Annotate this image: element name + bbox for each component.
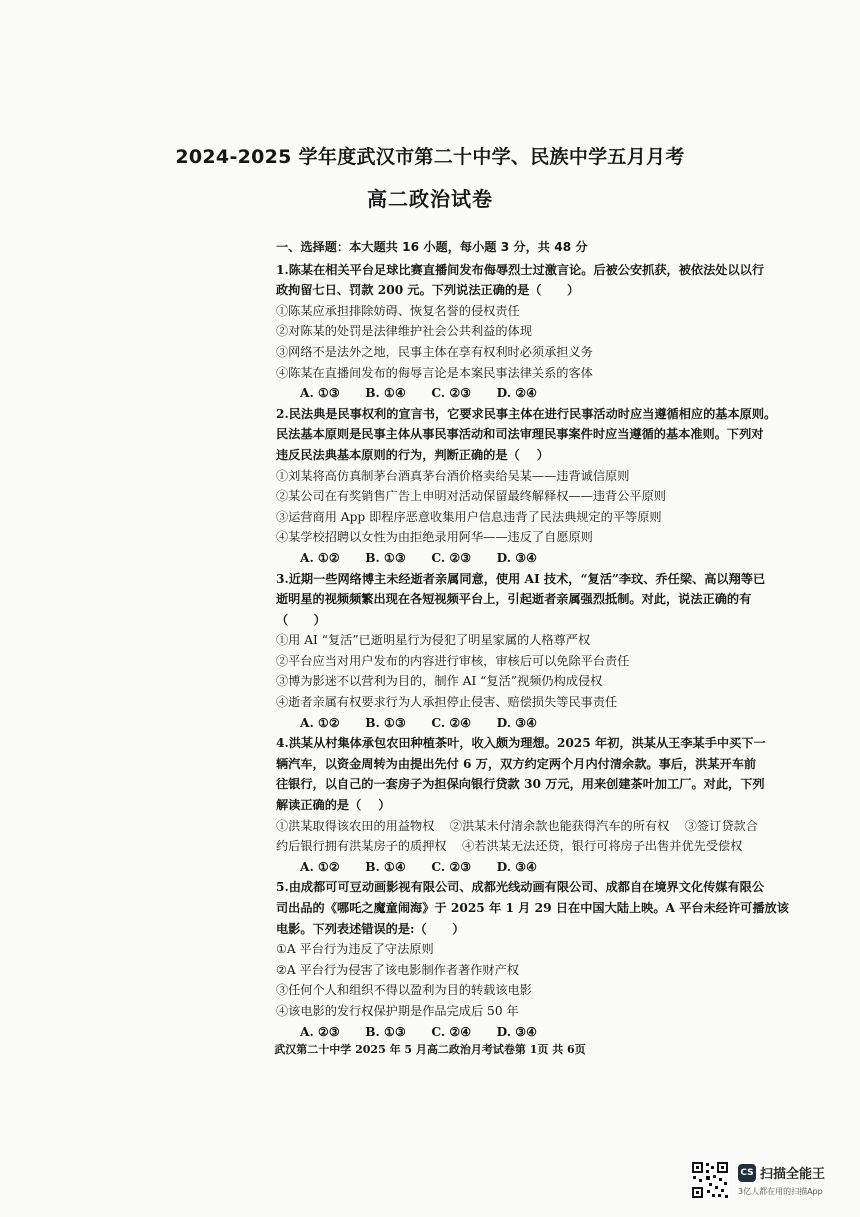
statement: ③网络不是法外之地，民事主体在享有权利时必须承担义务 [276, 344, 593, 359]
statement: ②某公司在有奖销售广告上申明对活动保留最终解释权——违背公平原则 [276, 489, 666, 504]
question-stem-line: 司出品的《哪吒之魔童闹海》于 2025 年 1 月 29 日在中国大陆上映。A 平台未经许可播放该 [276, 901, 789, 915]
question-1 [276, 260, 796, 404]
question-stem-line: 3.近期一些网络博主未经逝者亲属同意，使用 AI 技术，“复活”李玟、乔任梁、高以翔等已 [276, 571, 766, 586]
statement: ①A 平台行为违反了守法原则 [276, 942, 434, 957]
statement: ③运营商用 App 即程序恶意收集用户信息违背了民法典规定的平等原则 [276, 509, 662, 524]
answer-options: A. ②③ B. ①③ C. ②④ D. ③④ [300, 1024, 538, 1039]
statement: ④陈某在直播间发布的侮辱言论是本案民事法律关系的客体 [276, 365, 593, 380]
section-heading: 一、选择题：本大题共 16 小题，每小题 3 分，共 48 分 [276, 240, 588, 254]
page-footer: 武汉第二十中学 2025 年 5 月高二政治月考试卷第 1页 共 6页 [274, 1043, 586, 1056]
camscanner-logo-icon: CS [738, 1164, 756, 1182]
question-stem-line: 辆汽车，以资金周转为由提出先付 6 万，双方约定两个月内付清余款。事后，洪某开车前 [276, 756, 757, 771]
question-stem-line: 民法基本原则是民事主体从事民事活动和司法审理民事案件时应当遵循的基本准则。下列对 [276, 427, 764, 442]
statement: ③博为影迷不以营利为目的，制作 AI “复活”视频仍构成侵权 [276, 674, 603, 689]
question-stem-line: 违反民法典基本原则的行为，判断正确的是（ ） [276, 447, 549, 462]
qr-code-icon [690, 1160, 730, 1200]
statement: ④该电影的发行权保护期是作品完成后 50 年 [276, 1003, 519, 1018]
statement: 约后银行拥有洪某房子的质押权 ④若洪某无法还贷，银行可将房子出售并优先受偿权 [276, 839, 743, 854]
statement: ①用 AI “复活”已逝明星行为侵犯了明星家属的人格尊严权 [276, 633, 591, 648]
question-stem-line: 解读正确的是（ ） [276, 798, 391, 813]
statement: ①陈某应承担排除妨碍、恢复名誉的侵权责任 [276, 303, 520, 318]
question-stem-line: 2.民法典是民事权利的宣言书，它要求民事主体在进行民事活动时应当遵循相应的基本原则。 [276, 406, 777, 421]
question-stem-line: 政拘留七日、罚款 200 元。下列说法正确的是（ ） [276, 283, 580, 298]
statement: ①刘某将高仿真制茅台酒真茅台酒价格卖给吴某——违背诚信原则 [276, 468, 630, 483]
statement: ③任何个人和组织不得以盈利为目的转载该电影 [276, 983, 532, 998]
answer-options: A. ①② B. ①③ C. ②③ D. ③④ [300, 550, 538, 565]
answer-options: A. ①② B. ①④ C. ②③ D. ③④ [300, 859, 538, 874]
statement: ②平台应当对用户发布的内容进行审核，审核后可以免除平台责任 [276, 653, 630, 668]
scanner-app-name: 扫描全能王 [760, 1167, 826, 1182]
question-stem-line: 往银行，以自己的一套房子为担保向银行贷款 30 万元，用来创建茶叶加工厂。对此，下列 [276, 777, 765, 792]
statement: ④逝者亲属有权要求行为人承担停止侵害、赔偿损失等民事责任 [276, 695, 618, 710]
question-3 [276, 569, 796, 734]
question-stem-line: 逝明星的视频频繁出现在各短视频平台上，引起逝者亲属强烈抵制。对此，说法正确的有 [276, 592, 752, 607]
scanner-app-tagline: 3亿人都在用的扫描App [738, 1187, 823, 1196]
statement: ④某学校招聘以女性为由拒绝录用阿华——违反了自愿原则 [276, 530, 593, 545]
question-stem-line: （ ） [276, 612, 326, 627]
answer-options: A. ①③ B. ①④ C. ②③ D. ②④ [300, 386, 538, 401]
question-stem-line: 电影。下列表述错误的是:（ ） [276, 921, 465, 936]
exam-title: 2024-2025 学年度武汉市第二十中学、民族中学五月月考 [175, 146, 685, 168]
statement: ②对陈某的处罚是法律维护社会公共利益的体现 [276, 324, 532, 339]
question-stem-line: 5.由成都可可豆动画影视有限公司、成都光线动画有限公司、成都自在境界文化传媒有限公 [276, 880, 765, 895]
question-2 [276, 404, 796, 569]
scanner-app-badge [690, 1160, 840, 1204]
question-stem-line: 1.陈某在相关平台足球比赛直播间发布侮辱烈士过激言论。后被公安抓获，被依法处以以行 [276, 262, 765, 277]
exam-subtitle: 高二政治试卷 [367, 187, 493, 211]
exam-body [276, 237, 796, 1042]
statement: ②A 平台行为侵害了该电影制作者著作财产权 [276, 962, 519, 977]
answer-options: A. ①② B. ①③ C. ②④ D. ③④ [300, 715, 538, 730]
question-5 [276, 877, 796, 1042]
question-4 [276, 733, 796, 877]
statement: ①洪某取得该农田的用益物权 ②洪某未付清余款也能获得汽车的所有权 ③签订贷款合 [276, 818, 758, 833]
question-stem-line: 4.洪某从村集体承包农田种植茶叶，收入颇为理想。2025 年初，洪某从王李某手中买下一 [276, 736, 766, 751]
